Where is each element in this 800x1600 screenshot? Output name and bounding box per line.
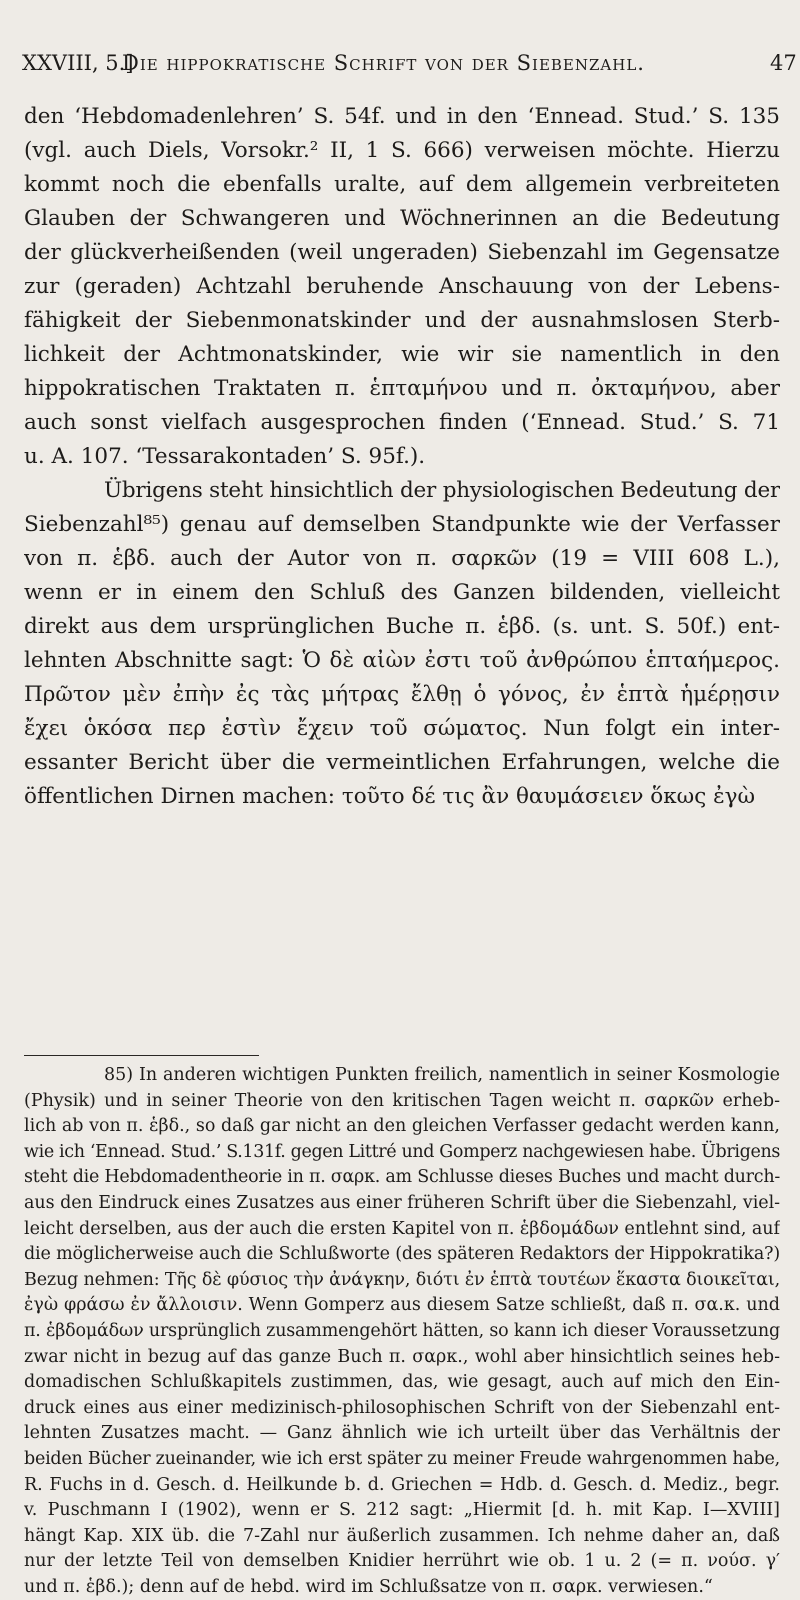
header-section: XXVIII, 5.]	[22, 51, 134, 75]
footnote-line: (Physik) und in seiner Theorie von den kritischen Tagen weicht π. σαρκῶν erheb-	[24, 1090, 780, 1111]
footnote-85	[24, 1063, 780, 1600]
footnote-line: leicht derselben, aus der auch die ersten Kapitel von π. ἑβδομάδων entlehnt sind, auf	[24, 1218, 780, 1239]
footnote-line: druck eines aus einer medizinisch-philosophischen Schrift von der Siebenzahl ent-	[24, 1397, 780, 1418]
footnote-line: Bezug nehmen: Τῆς δὲ φύσιος τὴν ἀνάγκην, διότι ἐν ἑπτὰ τουτέων ἕκαστα διοικεῖται,	[24, 1269, 780, 1290]
footnote-divider	[24, 1055, 259, 1056]
body-line: ἔχει ὁκόσα περ ἐστὶν ἔχειν τοῦ σώματος. Nun folgt ein inter-	[24, 716, 780, 741]
main-text	[24, 100, 780, 814]
footnote-line: wie ich ‘Ennead. Stud.’ S.131f. gegen Littré und Gomperz nachgewiesen habe. Übrigens	[24, 1141, 780, 1162]
footnote-line: steht die Hebdomadentheorie in π. σαρκ. am Schlusse dieses Buches und macht durch-	[24, 1167, 780, 1188]
footnote-line: aus den Eindruck eines Zusatzes aus einer früheren Schrift über die Siebenzahl, viel-	[24, 1192, 780, 1213]
footnote-line: lehnten Zusatzes macht. — Ganz ähnlich wie ich urteilt über das Verhältnis der	[24, 1423, 780, 1444]
body-line: u. A. 107. ‘Tessarakontaden’ S. 95f.).	[24, 444, 426, 469]
footnote-line: domadischen Schlußkapitels zustimmen, das, wie gesagt, auch auf mich den Ein-	[24, 1372, 780, 1393]
body-line: der glückverheißenden (weil ungeraden) Siebenzahl im Gegensatze	[24, 240, 780, 265]
body-line: lehnten Abschnitte sagt: Ὁ δὲ αἰὼν ἐστι τοῦ ἀνθρώπου ἑπταήμερος.	[24, 648, 780, 673]
body-line: (vgl. auch Diels, Vorsokr.² II, 1 S. 666) verweisen möchte. Hierzu	[24, 138, 780, 163]
footnote-line: beiden Bücher zueinander, wie ich erst später zu meiner Freude wahrgenommen habe,	[24, 1448, 780, 1469]
footnote-line: nur der letzte Teil von demselben Knidier herrührt wie ob. 1 u. 2 (= π. νούσ. γ′	[24, 1551, 780, 1572]
body-line: direkt aus dem ursprünglichen Buche π. ἑβδ. (s. unt. S. 50f.) ent-	[24, 614, 780, 639]
footnote-line: lich ab von π. ἑβδ., so daß gar nicht an den gleichen Verfasser gedacht werden kann,	[24, 1116, 780, 1137]
footnote-line: und π. ἑβδ.); denn auf de hebd. wird im Schlußsatze von π. σαρκ. verwiesen.“	[24, 1576, 713, 1597]
body-line: Übrigens steht hinsichtlich der physiologischen Bedeutung der	[104, 478, 780, 503]
footnote-line: ἐγὼ φράσω ἐν ἄλλοισιν. Wenn Gomperz aus diesem Satze schließt, daß π. σα.κ. und	[24, 1295, 780, 1316]
footnote-line: 85) In anderen wichtigen Punkten freilich, namentlich in seiner Kosmologie	[104, 1065, 780, 1085]
footnote-line: v. Puschmann I (1902), wenn er S. 212 sagt: „Hiermit [d. h. mit Kap. I—XVIII]	[24, 1500, 780, 1521]
footnote-line: R. Fuchs in d. Gesch. d. Heilkunde b. d. Griechen = Hdb. d. Gesch. d. Mediz., begr.	[24, 1474, 780, 1495]
footnote-line: π. ἑβδομάδων ursprünglich zusammengehört hätten, so kann ich dieser Voraussetzung	[24, 1320, 780, 1341]
footnote-line: zwar nicht in bezug auf das ganze Buch π. σαρκ., wohl aber hinsichtlich seines heb-	[24, 1346, 780, 1367]
footnote-line: hängt Kap. XIX üb. die 7-Zahl nur äußerlich zusammen. Ich nehme daher an, daß	[24, 1525, 780, 1546]
body-line: Siebenzahl⁸⁵) genau auf demselben Standpunkte wie der Verfasser	[24, 512, 780, 537]
body-line: von π. ἑβδ. auch der Autor von π. σαρκῶν (19 = VIII 608 L.),	[24, 546, 780, 571]
body-line: auch sonst vielfach ausgesprochen finden (‘Ennead. Stud.’ S. 71	[24, 410, 780, 435]
footnote-line: die möglicherweise auch die Schlußworte (des späteren Redaktors der Hippokratika?)	[24, 1244, 780, 1265]
body-line: hippokratischen Traktaten π. ἑπταμήνου und π. ὀκταμήνου, aber	[24, 376, 780, 401]
body-line: essanter Bericht über die vermeintlichen Erfahrungen, welche die	[24, 750, 780, 775]
header-title: Die hippokratische Schrift von der Siebenzahl.	[122, 51, 645, 75]
page-number: 47	[770, 51, 797, 75]
body-line: lichkeit der Achtmonatskinder, wie wir sie namentlich in den	[24, 342, 780, 367]
body-line: wenn er in einem den Schluß des Ganzen bildenden, vielleicht	[24, 580, 780, 605]
body-line: öffentlichen Dirnen machen: τοῦτο δέ τις ἂν θαυμάσειεν ὅκως ἐγὼ	[24, 784, 755, 809]
body-line: zur (geraden) Achtzahl beruhende Anschauung von der Lebens-	[24, 274, 780, 299]
body-line: fähigkeit der Siebenmonatskinder und der ausnahmslosen Sterb-	[24, 308, 780, 333]
body-line: Glauben der Schwangeren und Wöchnerinnen an die Bedeutung	[24, 206, 780, 231]
body-line: Πρῶτον μὲν ἐπὴν ἐς τὰς μήτρας ἔλθῃ ὁ γόνος, ἐν ἑπτὰ ἡμέρῃσιν	[24, 682, 780, 707]
body-line: kommt noch die ebenfalls uralte, auf dem allgemein verbreiteten	[24, 172, 780, 197]
body-line: den ‘Hebdomadenlehren’ S. 54f. und in den ‘Ennead. Stud.’ S. 135	[24, 104, 780, 129]
